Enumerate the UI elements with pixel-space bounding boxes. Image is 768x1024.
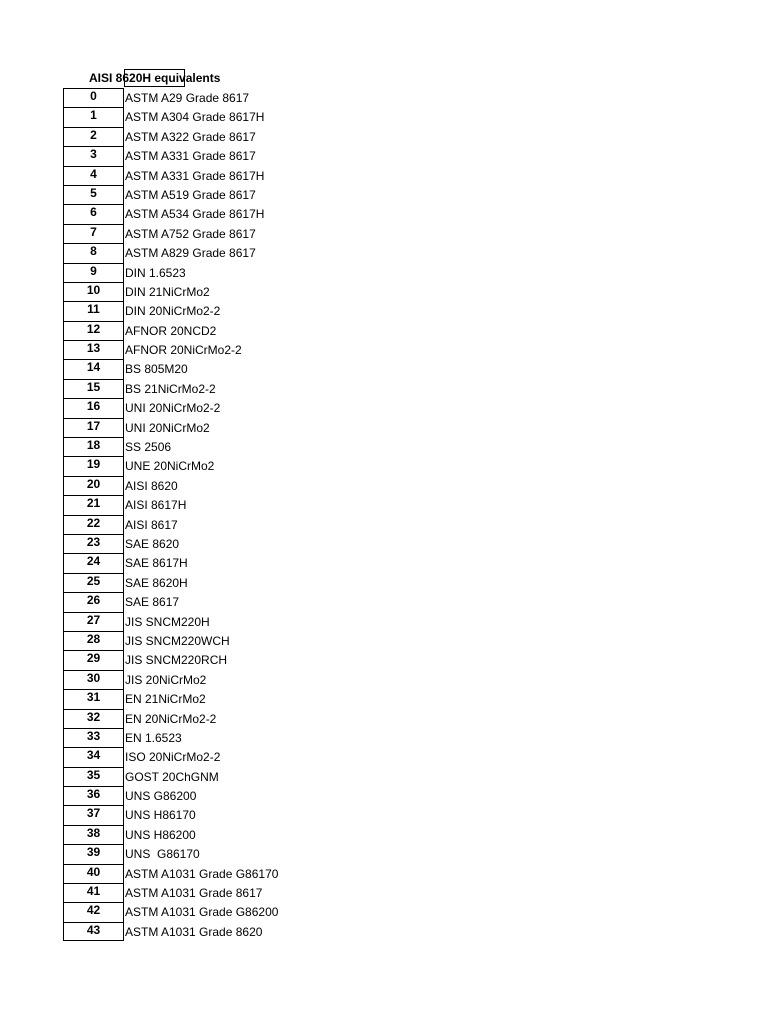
table-row [63,107,278,126]
row-number-cell[interactable]: 19 [63,456,124,475]
table-row [63,786,278,805]
equivalent-grade-cell[interactable]: EN 20NiCrMo2-2 [125,711,217,726]
table-row [63,456,278,475]
table-row [63,263,278,282]
table-row [63,166,278,185]
row-number-cell[interactable]: 27 [63,612,124,631]
row-number-cell[interactable]: 30 [63,670,124,689]
row-number-cell[interactable]: 36 [63,786,124,805]
equivalent-grade-cell[interactable]: ASTM A1031 Grade G86200 [125,905,279,920]
table-row [63,146,278,165]
equivalent-grade-cell[interactable]: AISI 8620 [125,478,178,493]
row-number-cell[interactable]: 39 [63,844,124,863]
equivalent-grade-cell[interactable]: EN 21NiCrMo2 [125,692,206,707]
table-row [63,553,278,572]
equivalent-grade-cell[interactable]: ASTM A1031 Grade G86170 [125,866,279,881]
table-row [63,650,278,669]
equivalent-grade-cell[interactable]: UNE 20NiCrMo2 [125,459,215,474]
row-number-cell[interactable]: 14 [63,359,124,378]
table-row [63,864,278,883]
equivalent-grade-cell[interactable]: UNS G86200 [125,789,197,804]
row-number-cell[interactable]: 22 [63,515,124,534]
table-row [63,379,278,398]
row-number-cell[interactable]: 3 [63,146,124,165]
row-number-cell[interactable]: 0 [63,88,124,107]
table-row [63,883,278,902]
equivalent-grade-cell[interactable]: ASTM A519 Grade 8617 [125,187,256,202]
row-number-cell[interactable]: 38 [63,825,124,844]
equivalent-grade-cell[interactable]: JIS SNCM220WCH [125,633,230,648]
row-number-cell[interactable]: 32 [63,709,124,728]
table-row [63,747,278,766]
row-number-cell[interactable]: 34 [63,747,124,766]
equivalent-grade-cell[interactable]: UNS H86200 [125,827,196,842]
equivalent-grade-cell[interactable]: DIN 21NiCrMo2 [125,284,210,299]
table-title: AISI 8620H equivalents [89,71,221,85]
row-number-cell[interactable]: 16 [63,398,124,417]
row-number-cell[interactable]: 37 [63,805,124,824]
table-row [63,359,278,378]
row-number-cell[interactable]: 12 [63,321,124,340]
row-number-cell[interactable]: 20 [63,476,124,495]
table-row [63,922,278,941]
equivalent-grade-cell[interactable]: SAE 8617H [125,556,188,571]
equivalent-grade-cell[interactable]: JIS SNCM220RCH [125,653,228,668]
table-row [63,398,278,417]
equivalent-grade-cell[interactable]: SAE 8617 [125,595,180,610]
row-number-cell[interactable]: 25 [63,573,124,592]
table-row [63,592,278,611]
row-number-cell[interactable]: 6 [63,204,124,223]
table-row [63,437,278,456]
table-row [63,689,278,708]
table-row [63,301,278,320]
equivalent-grade-cell[interactable]: ASTM A29 Grade 8617 [125,91,250,105]
row-number-cell[interactable]: 5 [63,185,124,204]
row-number-cell[interactable]: 1 [63,107,124,126]
equivalent-grade-cell[interactable]: AFNOR 20NCD2 [125,323,217,338]
equivalent-grade-cell[interactable]: EN 1.6523 [125,730,182,745]
table-row [63,573,278,592]
equivalent-grade-cell[interactable]: ASTM A304 Grade 8617H [125,110,265,125]
equivalent-grade-cell[interactable]: UNS H86170 [125,808,196,823]
row-number-cell[interactable]: 4 [63,166,124,185]
table-row [63,612,278,631]
table-row [63,476,278,495]
header-row [63,69,363,88]
table-row [63,767,278,786]
equivalent-grade-cell[interactable]: UNI 20NiCrMo2-2 [125,401,221,416]
table-row [63,534,278,553]
equivalent-grade-cell[interactable]: ASTM A1031 Grade 8617 [125,886,263,901]
table-row [63,282,278,301]
equivalents-table [63,88,278,941]
row-number-cell[interactable]: 24 [63,553,124,572]
table-row [63,728,278,747]
row-number-cell[interactable]: 41 [63,883,124,902]
equivalent-grade-cell[interactable]: DIN 20NiCrMo2-2 [125,304,221,319]
equivalent-grade-cell[interactable]: AISI 8617 [125,517,178,532]
table-row [63,321,278,340]
table-row [63,127,278,146]
table-row [63,670,278,689]
table-row [63,825,278,844]
equivalent-grade-cell[interactable]: ASTM A752 Grade 8617 [125,226,256,241]
row-number-cell[interactable]: 43 [63,922,124,941]
row-number-cell[interactable]: 28 [63,631,124,650]
equivalent-grade-cell[interactable]: ISO 20NiCrMo2-2 [125,750,221,765]
row-number-cell[interactable]: 11 [63,301,124,320]
row-number-cell[interactable]: 23 [63,534,124,553]
table-row [63,340,278,359]
equivalent-grade-cell[interactable]: UNS G86170 [125,847,200,862]
table-row [63,709,278,728]
equivalent-grade-cell[interactable]: SAE 8620H [125,575,188,590]
row-number-cell[interactable]: 40 [63,864,124,883]
table-row [63,418,278,437]
table-row [63,204,278,223]
row-number-cell[interactable]: 26 [63,592,124,611]
table-row [63,805,278,824]
row-number-cell[interactable]: 18 [63,437,124,456]
row-number-cell[interactable]: 7 [63,224,124,243]
row-number-cell[interactable]: 13 [63,340,124,359]
equivalent-grade-cell[interactable]: UNI 20NiCrMo2 [125,420,210,435]
row-number-cell[interactable]: 9 [63,263,124,282]
equivalent-grade-cell[interactable]: SAE 8620 [125,536,180,551]
row-number-cell[interactable]: 15 [63,379,124,398]
table-row [63,88,278,107]
table-row [63,902,278,921]
table-row [63,844,278,863]
row-number-cell[interactable]: 17 [63,418,124,437]
row-number-cell[interactable]: 42 [63,902,124,921]
equivalent-grade-cell[interactable]: AISI 8617H [125,498,187,513]
equivalent-grade-cell[interactable]: BS 21NiCrMo2-2 [125,381,216,396]
equivalent-grade-cell[interactable]: DIN 1.6523 [125,265,186,280]
equivalent-grade-cell[interactable]: ASTM A829 Grade 8617 [125,246,256,261]
row-number-cell[interactable]: 2 [63,127,124,146]
row-number-cell[interactable]: 33 [63,728,124,747]
table-row [63,185,278,204]
equivalent-grade-cell[interactable]: SS 2506 [125,440,172,455]
equivalent-grade-cell[interactable]: ASTM A331 Grade 8617H [125,168,265,183]
row-number-cell[interactable]: 31 [63,689,124,708]
equivalent-grade-cell[interactable]: ASTM A322 Grade 8617 [125,129,256,144]
equivalent-grade-cell[interactable]: JIS SNCM220H [125,614,210,629]
equivalent-grade-cell[interactable]: AFNOR 20NiCrMo2-2 [125,343,242,358]
equivalent-grade-cell[interactable]: ASTM A331 Grade 8617 [125,149,256,164]
equivalent-grade-cell[interactable]: ASTM A1031 Grade 8620 [125,924,263,939]
row-number-cell[interactable]: 35 [63,767,124,786]
table-row [63,495,278,514]
table-row [63,515,278,534]
row-number-cell[interactable]: 21 [63,495,124,514]
table-row [63,224,278,243]
row-number-cell[interactable]: 8 [63,243,124,262]
equivalent-grade-cell[interactable]: JIS 20NiCrMo2 [125,672,207,687]
row-number-cell[interactable]: 29 [63,650,124,669]
table-row [63,631,278,650]
equivalent-grade-cell[interactable]: ASTM A534 Grade 8617H [125,207,265,222]
row-number-cell[interactable]: 10 [63,282,124,301]
equivalent-grade-cell[interactable]: GOST 20ChGNM [125,769,219,784]
equivalent-grade-cell[interactable]: BS 805M20 [125,362,188,377]
table-row [63,243,278,262]
selected-cell-outline[interactable] [124,69,185,87]
